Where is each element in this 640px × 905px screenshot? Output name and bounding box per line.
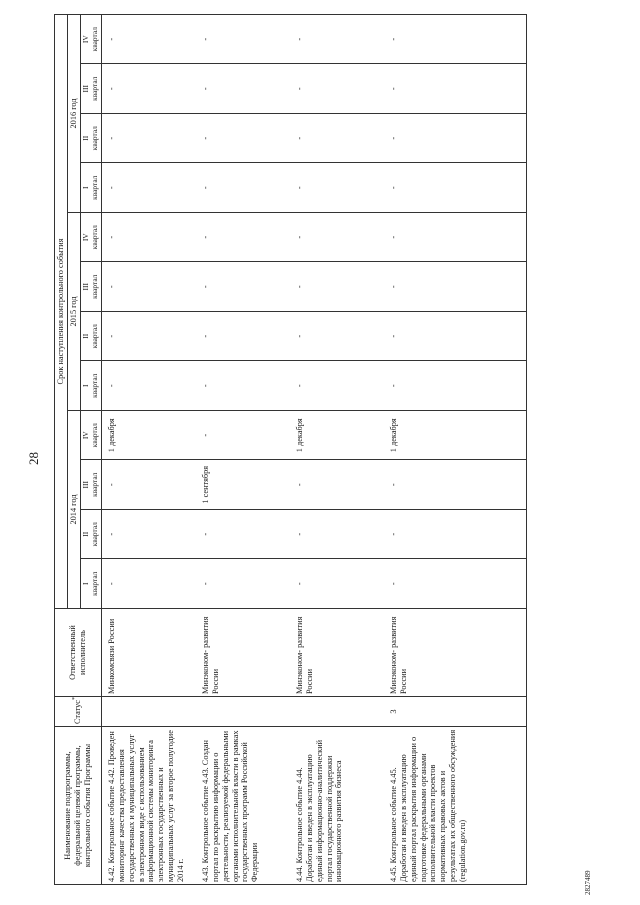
quarter-deadline-cell: - (384, 361, 527, 411)
quarter-deadline-cell: - (290, 14, 384, 64)
quarter-deadline-cell: - (101, 460, 196, 510)
header-deadline: Срок наступления контрольного события (55, 14, 68, 608)
header-name: Наименование подпрограммы, федеральной целевой программы, контрольного события Программы (55, 727, 102, 885)
quarter-deadline-cell: 1 декабря (290, 411, 384, 461)
quarter-deadline-cell: - (384, 262, 527, 312)
quarter-deadline-cell: - (196, 64, 290, 114)
header-quarter: I квартал (80, 361, 101, 411)
document-code: 2827489 (584, 870, 592, 895)
quarter-deadline-cell: - (196, 114, 290, 164)
header-quarter: I квартал (80, 163, 101, 213)
quarter-deadline-cell: - (290, 460, 384, 510)
quarter-deadline-cell: - (196, 411, 290, 461)
quarter-deadline-cell: - (101, 361, 196, 411)
event-name-cell: 4.43. Контрольное событие 4.43. Создан портал по раскрытию информации о деятельности, реализуемой федеральными органами исполнительной власти в рамках государственных программ Российской Федерации (196, 727, 290, 885)
quarter-deadline-cell: 1 декабря (384, 411, 527, 461)
quarter-deadline-cell: - (196, 14, 290, 64)
status-cell (101, 697, 196, 727)
quarter-deadline-cell: - (196, 163, 290, 213)
header-quarter: III квартал (80, 262, 101, 312)
quarter-deadline-cell: - (384, 114, 527, 164)
quarter-deadline-cell: - (101, 64, 196, 114)
header-quarter: IV квартал (80, 411, 101, 461)
table-row (384, 14, 527, 884)
quarter-deadline-cell: - (101, 510, 196, 560)
quarter-deadline-cell: 1 декабря (101, 411, 196, 461)
quarter-deadline-cell: - (290, 64, 384, 114)
header-quarter: III квартал (80, 460, 101, 510)
table-row (290, 14, 384, 884)
header-quarter: II квартал (80, 312, 101, 362)
quarter-deadline-cell: - (384, 460, 527, 510)
status-cell: 3 (384, 697, 527, 727)
quarter-deadline-cell: - (290, 114, 384, 164)
header-quarter: IV квартал (80, 14, 101, 64)
quarter-deadline-cell: - (196, 213, 290, 263)
status-cell (290, 697, 384, 727)
header-quarter: III квартал (80, 64, 101, 114)
quarter-deadline-cell: - (290, 312, 384, 362)
quarter-deadline-cell: - (101, 163, 196, 213)
quarter-deadline-cell: - (101, 559, 196, 609)
status-cell (196, 697, 290, 727)
table-header (55, 14, 102, 884)
header-quarter: I квартал (80, 559, 101, 609)
quarter-deadline-cell: - (101, 262, 196, 312)
quarter-deadline-cell: - (101, 213, 196, 263)
quarter-deadline-cell: - (290, 262, 384, 312)
quarter-deadline-cell: - (384, 163, 527, 213)
header-quarter: IV квартал (80, 213, 101, 263)
control-events-table (54, 14, 527, 885)
header-responsible: Ответственный исполнитель (55, 609, 102, 697)
quarter-deadline-cell: - (290, 559, 384, 609)
header-quarter: II квартал (80, 114, 101, 164)
responsible-cell: Минкомсвязи России (101, 609, 196, 697)
quarter-deadline-cell: 1 сентября (196, 460, 290, 510)
quarter-deadline-cell: - (384, 510, 527, 560)
table-body (101, 14, 526, 884)
header-year: 2014 год (67, 411, 80, 609)
quarter-deadline-cell: - (196, 361, 290, 411)
quarter-deadline-cell: - (290, 163, 384, 213)
quarter-deadline-cell: - (101, 312, 196, 362)
quarter-deadline-cell: - (384, 213, 527, 263)
quarter-deadline-cell: - (384, 559, 527, 609)
responsible-cell: Минэконом- развития России (290, 609, 384, 697)
quarter-deadline-cell: - (196, 559, 290, 609)
quarter-deadline-cell: - (290, 510, 384, 560)
event-name-cell: 4.45. Контрольное событие 4.45. Доработан и введен в эксплуатацию единый портал раскрытия информации о подготовке федеральными органами исполнительной власти проектов нормативных правовых актов и результатах их общественного обсуждения (regulation.gov.ru) (384, 727, 527, 885)
quarter-deadline-cell: - (384, 14, 527, 64)
quarter-deadline-cell: - (101, 14, 196, 64)
page-number: 28 (26, 452, 41, 465)
table-row (196, 14, 290, 884)
quarter-deadline-cell: - (196, 262, 290, 312)
quarter-deadline-cell: - (384, 312, 527, 362)
header-year: 2016 год (67, 14, 80, 212)
quarter-deadline-cell: - (384, 64, 527, 114)
quarter-deadline-cell: - (290, 361, 384, 411)
quarter-deadline-cell: - (290, 213, 384, 263)
quarter-deadline-cell: - (101, 114, 196, 164)
header-quarter: II квартал (80, 510, 101, 560)
header-year: 2015 год (67, 213, 80, 411)
responsible-cell: Минэконом- развития России (384, 609, 527, 697)
responsible-cell: Минэконом- развития России (196, 609, 290, 697)
header-status: Статус* (55, 697, 102, 727)
event-name-cell: 4.42. Контрольное событие 4.42. Проведен мониторинг качества предоставления государственных и муниципальных услуг в электронном виде с использованием информационной системы мониторинга электронных государственных и муниципальных услуг за второе полугодие 2014 г. (101, 727, 196, 885)
quarter-deadline-cell: - (196, 510, 290, 560)
table-row (101, 14, 196, 884)
event-name-cell: 4.44. Контрольное событие 4.44. Доработан и введен в эксплуатацию единый информационно-аналитический портал государственной поддержки инновационного развития бизнеса (290, 727, 384, 885)
quarter-deadline-cell: - (196, 312, 290, 362)
